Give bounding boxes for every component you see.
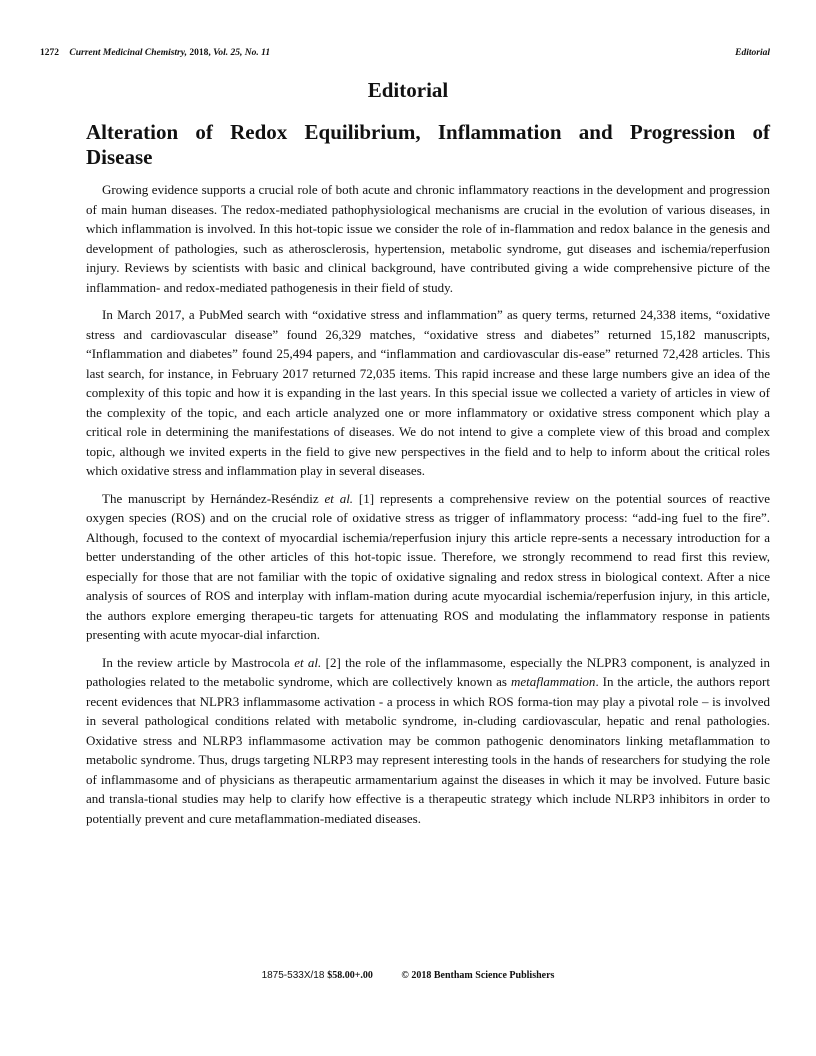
price: $58.00+.00 bbox=[327, 970, 373, 981]
page-footer bbox=[0, 970, 816, 981]
copyright: © 2018 Bentham Science Publishers bbox=[401, 970, 555, 981]
text-run: The manuscript by Hernández-Reséndiz bbox=[102, 490, 325, 506]
journal-name: Current Medicinal Chemistry, bbox=[69, 48, 187, 58]
et-al: et al. bbox=[324, 490, 354, 506]
running-header bbox=[40, 48, 770, 58]
issn: 1875-533X/18 bbox=[261, 970, 325, 981]
paragraph: Growing evidence supports a crucial role of both acute and chronic inflammatory reactions in the development and progression of main human diseases. The redox-mediated pathophysiological mechanisms are crucial in the evolution of various diseases, in which inflammation is involved. In this hot-topic issue we consider the role of in-flammation and redox balance in the genesis and development of pathologies, such as atherosclerosis, hypertension, metabolic syndrome, gut diseases and ischemia/reperfusion injury. Reviews by scientists with basic and clinical background, have contributed giving a wide comprehensive picture of the inflammation- and redox-mediated pathogenesis in their field of study. bbox=[86, 182, 770, 295]
page-number: 1272 bbox=[40, 48, 59, 58]
paragraph bbox=[86, 653, 770, 829]
journal-year: 2018, bbox=[189, 48, 211, 58]
italic-term: metaflammation bbox=[510, 674, 596, 689]
et-al: et al. bbox=[294, 654, 322, 670]
text-run: [1] represents a comprehensive review on the potential sources of reactive oxygen species (ROS) and on the crucial role of oxidative stress as trigger of inflammatory process: “add-ing fuel to the fire”. Although, focused to the context of myocardial ischemia/reperfusion injury this article repre-sents a necessary introduction for a better understanding of the other articles of this hot-topic issue. Therefore, we strongly recommend to read first this review, especially for those that are not familiar with the topic of oxidative signaling and redox stress in biological context. After a nice analysis of sources of ROS and interplay with inflam-mation during acute myocardial ischemia/reperfusion injury, in this article, the authors explore emerging therapeu-tic targets for attenuating ROS and modulating the inflammatory response in patients presenting with acute myocar-dial infarction. bbox=[86, 490, 770, 642]
text-run: In the review article by Mastrocola bbox=[102, 654, 295, 670]
paragraph bbox=[86, 489, 770, 645]
paragraph: In March 2017, a PubMed search with “oxidative stress and inflammation” as query terms, returned 24,338 items, “oxidative stress and cardiovascular disease” found 26,329 matches, “oxidative stress and diabetes” returned 15,182 manuscripts, “Inflammation and diabetes” found 25,494 papers, and “inflammation and cardiovascular dis-ease” returned 72,428 articles. This last search, for instance, in February 2017 returned 72,035 items. This rapid increase and these large numbers give an idea of the complexity of this topic and how it is expanding in the last years. In this special issue we collected a variety of articles in view of the complexity of the topic, and each article analyzed one or more inflammatory or oxidative stress component which play a critical role in determining the manifestations of diseases. We do not intend to give a complete view of this broad and complex topic, although we invited experts in the field to give new perspectives in the field and to help to inform about the critical roles which oxidative stress and inflammation play in several diseases. bbox=[86, 307, 770, 478]
journal-volume: Vol. 25, No. 11 bbox=[213, 48, 271, 58]
text-run: . In the article, the authors report recent evidences that NLPR3 inflammasome activation - a process in which ROS forma-tion may play a pivotal role – is involved in several pathological conditions related with metabolic syndrome, in-cluding cardiovascular, hepatic and renal pathologies. Oxidative stress and NLRP3 inflammasome activation may be common pathogenic denominators linking metaflammation to metabolic syndrome. Thus, drugs targeting NLRP3 may represent interesting tools in the hands of researchers for studying the role of inflammasome and of physicians as therapeutic armamentarium against the diseases in which it may be involved. Future basic and transla-tional studies may help to clarify how effective is a therapeutic strategy which include NLRP3 inhibitors in order to potentially prevent and cure metaflammation-mediated diseases. bbox=[86, 674, 770, 826]
issn-price bbox=[262, 970, 373, 981]
header-section: Editorial bbox=[735, 48, 770, 58]
header-left bbox=[40, 48, 270, 58]
article-title: Alteration of Redox Equilibrium, Inflammation and Progression of Disease bbox=[86, 120, 770, 169]
text-run: [2] the role of the inflammasome, especially the NLPR3 component, is analyzed in pathologies related to the metabolic syndrome, which are collectively known as bbox=[86, 654, 770, 689]
article-body bbox=[86, 180, 770, 836]
section-title: Editorial bbox=[367, 78, 449, 102]
